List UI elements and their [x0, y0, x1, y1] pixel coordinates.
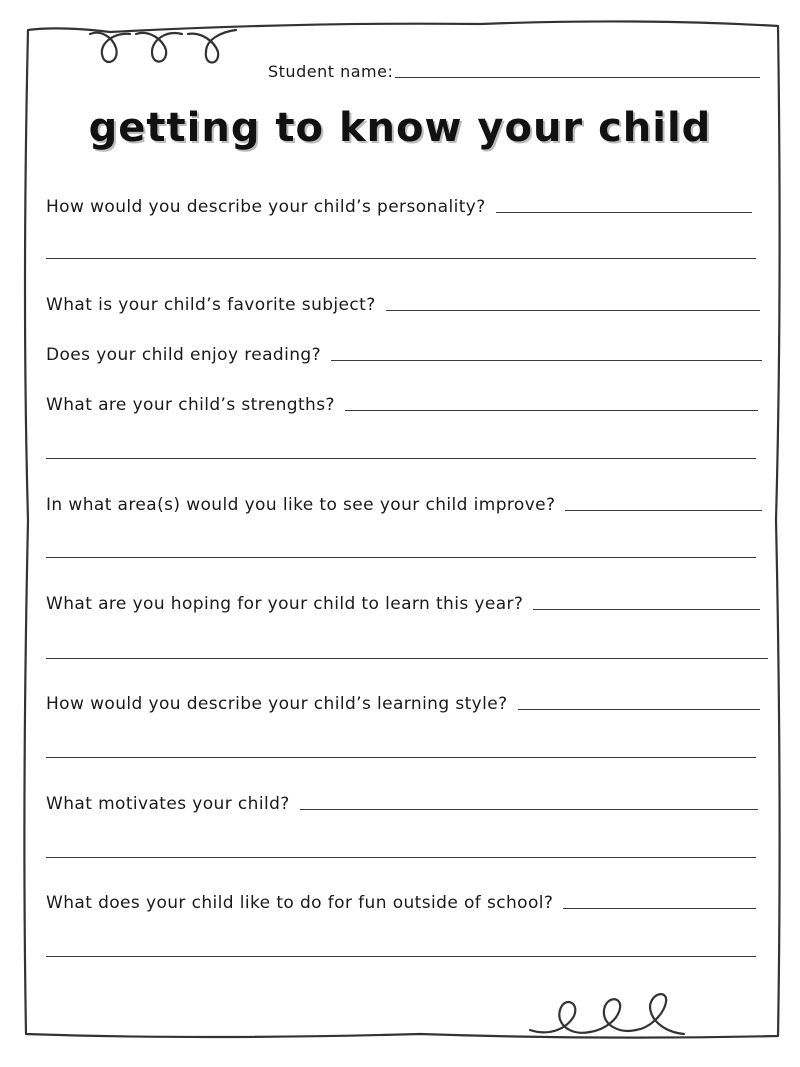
bottom-curls: [530, 994, 684, 1034]
question-row-favorite-subject: [46, 290, 760, 316]
question-row-learning-style: [46, 689, 760, 715]
question-text: What does your child like to do for fun outside of school?: [46, 893, 554, 913]
student-name-label: Student name:: [268, 62, 394, 81]
answer-blank[interactable]: [300, 809, 758, 810]
question-text: What motivates your child?: [46, 794, 290, 814]
question-text: What are your child’s strengths?: [46, 395, 335, 415]
answer-line[interactable]: [46, 658, 768, 659]
answer-blank[interactable]: [386, 310, 760, 311]
question-text: In what area(s) would you like to see your child improve?: [46, 495, 556, 515]
question-row-strengths: [46, 390, 758, 416]
student-name-row: [268, 58, 760, 82]
answer-line[interactable]: [46, 458, 756, 459]
answer-line[interactable]: [46, 557, 756, 558]
student-name-blank[interactable]: [395, 77, 760, 78]
question-row-reading: [46, 340, 762, 366]
answer-blank[interactable]: [496, 212, 752, 213]
question-text: What is your child’s favorite subject?: [46, 295, 376, 315]
question-text: How would you describe your child’s learning style?: [46, 694, 508, 714]
answer-line[interactable]: [46, 258, 756, 259]
question-text: How would you describe your child’s personality?: [46, 197, 486, 217]
answer-blank[interactable]: [533, 609, 760, 610]
question-row-fun-outside-school: [46, 888, 756, 914]
answer-blank[interactable]: [518, 709, 760, 710]
answer-blank[interactable]: [563, 908, 756, 909]
question-row-learn-this-year: [46, 589, 760, 615]
answer-blank[interactable]: [565, 510, 762, 511]
answer-line[interactable]: [46, 757, 756, 758]
question-row-improve: [46, 490, 762, 516]
question-row-personality: [46, 192, 752, 218]
answer-blank[interactable]: [345, 410, 758, 411]
top-curls: [90, 30, 236, 63]
question-row-motivates: [46, 789, 758, 815]
answer-line[interactable]: [46, 956, 756, 957]
answer-line[interactable]: [46, 857, 756, 858]
page-title: getting to know your child: [88, 105, 712, 151]
question-text: What are you hoping for your child to learn this year?: [46, 594, 524, 614]
question-text: Does your child enjoy reading?: [46, 345, 322, 365]
answer-blank[interactable]: [331, 360, 762, 361]
